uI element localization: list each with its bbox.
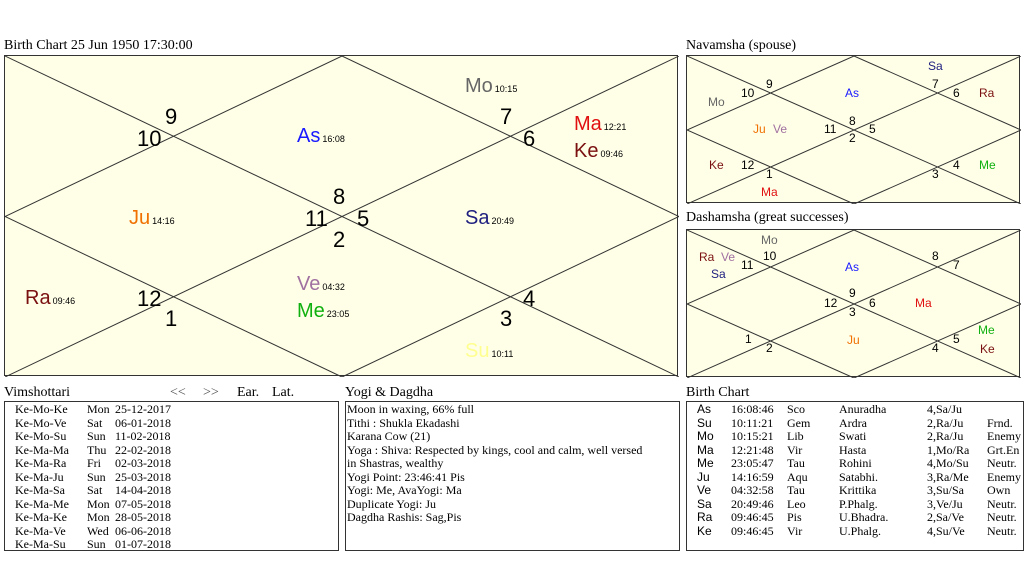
nakshatra: Ardra bbox=[839, 415, 867, 430]
house-number: 2 bbox=[849, 131, 856, 145]
next-button[interactable]: >> bbox=[203, 385, 219, 400]
dasha-date: 02-03-2018 bbox=[115, 456, 171, 470]
planet-abbr: Ve bbox=[697, 483, 712, 497]
planet-ascendant[interactable]: As bbox=[845, 86, 860, 100]
dasha-day: Mon bbox=[87, 510, 110, 524]
degree: 20:49:46 bbox=[731, 496, 774, 511]
yogi-line: Yogi: Me, AvaYogi: Ma bbox=[347, 483, 462, 497]
house-number: 10 bbox=[741, 86, 755, 100]
sign: Sco bbox=[787, 402, 805, 416]
degree: 14:16:59 bbox=[731, 469, 774, 484]
yogi-line: in Shastras, wealthy bbox=[347, 456, 444, 470]
yogi-line: Dagdha Rashis: Sag,Pis bbox=[347, 510, 462, 524]
nakshatra: Swati bbox=[839, 429, 867, 443]
dasha-row[interactable] bbox=[15, 511, 338, 525]
dasha-period: Ke-Ma-Su bbox=[15, 537, 66, 551]
navamsha-lines bbox=[687, 56, 1021, 204]
sign: Aqu bbox=[787, 469, 808, 484]
relationship: Grt.En bbox=[987, 442, 1020, 457]
house-number: 1 bbox=[766, 167, 773, 181]
planet-ketu[interactable]: Ke bbox=[709, 158, 724, 172]
house-number: 2 bbox=[766, 341, 773, 355]
sign: Tau bbox=[787, 456, 805, 470]
degree: 09:46:45 bbox=[731, 523, 774, 538]
dasha-row[interactable] bbox=[15, 538, 338, 552]
planet-moon[interactable]: Mo 10:15 bbox=[465, 75, 518, 97]
dasha-day: Mon bbox=[87, 402, 110, 416]
planet-row[interactable] bbox=[687, 444, 1024, 457]
planet-ascendant[interactable]: As bbox=[845, 260, 860, 274]
dasha-date: 01-07-2018 bbox=[115, 537, 171, 551]
dasha-period: Ke-Ma-Ra bbox=[15, 456, 67, 470]
planet-abbr: As bbox=[697, 402, 712, 416]
dasha-day: Sat bbox=[87, 483, 103, 497]
house-number: 11 bbox=[824, 122, 837, 136]
planet-sun[interactable]: Su 10:11 bbox=[465, 340, 514, 362]
dashamsha-title: Dashamsha (great successes) bbox=[686, 210, 849, 225]
pada-lord: 3,Su/Sa bbox=[927, 483, 965, 497]
house-number: 6 bbox=[953, 86, 960, 100]
nakshatra: P.Phalg. bbox=[839, 496, 878, 511]
dasha-day: Mon bbox=[87, 496, 110, 511]
planet-abbr: Me bbox=[697, 456, 714, 470]
house-number: 9 bbox=[766, 77, 773, 91]
house-number: 9 bbox=[165, 104, 178, 129]
degree: 04:32:58 bbox=[731, 483, 774, 497]
planet-row[interactable] bbox=[687, 498, 1024, 511]
pada-lord: 1,Mo/Ra bbox=[927, 442, 970, 457]
planet-ascendant[interactable]: As 16:08 bbox=[297, 125, 345, 147]
pada-lord: 4,Su/Ve bbox=[927, 523, 965, 538]
planet-mars[interactable]: Ma 12:21 bbox=[574, 113, 627, 135]
dasha-date: 14-04-2018 bbox=[115, 483, 171, 497]
planet-rahu[interactable]: Ra bbox=[979, 86, 995, 100]
dasha-date: 11-02-2018 bbox=[115, 429, 171, 443]
nakshatra: U.Bhadra. bbox=[839, 510, 889, 524]
sign: Vir bbox=[787, 523, 803, 538]
dasha-date: 28-05-2018 bbox=[115, 510, 171, 524]
degree: 16:08:46 bbox=[731, 402, 774, 416]
house-number: 4 bbox=[932, 341, 939, 355]
yogi-line: Tithi : Shukla Ekadashi bbox=[347, 415, 460, 430]
house-number: 10 bbox=[763, 249, 777, 263]
yogi-title: Yogi & Dagdha bbox=[345, 385, 434, 400]
planet-venus[interactable]: Ve bbox=[773, 122, 788, 136]
dasha-row[interactable] bbox=[15, 498, 338, 512]
planet-abbr: Mo bbox=[697, 429, 714, 443]
planet-jupiter[interactable]: Ju bbox=[753, 122, 766, 136]
dasha-day: Sun bbox=[87, 469, 106, 484]
dasha-row[interactable] bbox=[15, 417, 338, 431]
pada-lord: 4,Sa/Ju bbox=[927, 402, 963, 416]
earlier-link[interactable]: Ear. bbox=[237, 385, 260, 400]
house-number: 5 bbox=[357, 206, 370, 231]
planet-abbr: Su bbox=[697, 415, 712, 430]
yogi-line: Moon in waxing, 66% full bbox=[347, 402, 474, 416]
house-number: 8 bbox=[932, 249, 939, 263]
dashamsha-lines bbox=[687, 230, 1021, 378]
dasha-row[interactable] bbox=[15, 430, 338, 444]
planet-abbr: Ra bbox=[697, 510, 713, 524]
planet-rahu[interactable]: Ra bbox=[699, 250, 715, 264]
house-number: 11 bbox=[305, 206, 328, 231]
nakshatra: U.Phalg. bbox=[839, 523, 881, 538]
dasha-period: Ke-Ma-Ve bbox=[15, 523, 66, 538]
planet-saturn[interactable]: Sa bbox=[928, 59, 943, 73]
relationship: Neutr. bbox=[987, 456, 1017, 470]
planet-abbr: Ke bbox=[697, 523, 712, 538]
dasha-period: Ke-Ma-Ju bbox=[15, 469, 64, 484]
dasha-row[interactable] bbox=[15, 403, 338, 417]
house-number: 3 bbox=[849, 305, 856, 319]
house-number: 12 bbox=[137, 286, 162, 311]
planet-jupiter[interactable]: Ju 14:16 bbox=[129, 207, 175, 229]
planet-mars[interactable]: Ma bbox=[761, 185, 778, 199]
relationship: Frnd. bbox=[987, 415, 1013, 430]
sign: Pis bbox=[787, 510, 802, 524]
relationship: Neutr. bbox=[987, 496, 1017, 511]
house-number: 3 bbox=[500, 306, 513, 331]
degree: 10:15:21 bbox=[731, 429, 774, 443]
house-number: 12 bbox=[741, 158, 755, 172]
pada-lord: 3,Ra/Me bbox=[927, 469, 969, 484]
dasha-date: 07-05-2018 bbox=[115, 496, 171, 511]
pada-lord: 2,Ra/Ju bbox=[927, 415, 964, 430]
planet-abbr: Ju bbox=[697, 469, 710, 484]
relationship: Neutr. bbox=[987, 510, 1017, 524]
dasha-day: Thu bbox=[87, 442, 107, 457]
pada-lord: 2,Sa/Ve bbox=[927, 510, 964, 524]
dasha-day: Sat bbox=[87, 415, 103, 430]
dasha-date: 25-03-2018 bbox=[115, 469, 171, 484]
house-number: 4 bbox=[523, 286, 536, 311]
house-number: 2 bbox=[333, 227, 346, 252]
house-number: 7 bbox=[500, 104, 513, 129]
sign: Tau bbox=[787, 483, 805, 497]
house-number: 5 bbox=[869, 122, 876, 136]
planet-saturn[interactable]: Sa bbox=[711, 267, 726, 281]
house-number: 7 bbox=[953, 258, 960, 272]
dasha-row[interactable] bbox=[15, 484, 338, 498]
vimshottari-list[interactable] bbox=[4, 401, 339, 551]
planet-saturn[interactable]: Sa 20:49 bbox=[465, 207, 514, 229]
sign: Gem bbox=[787, 415, 811, 430]
planet-mercury[interactable]: Me 23:05 bbox=[297, 300, 350, 322]
planet-moon[interactable]: Mo bbox=[761, 233, 778, 247]
house-number: 8 bbox=[849, 114, 856, 128]
relationship: Neutr. bbox=[987, 523, 1017, 538]
planet-moon[interactable]: Mo bbox=[708, 95, 725, 109]
nakshatra: Satabhi. bbox=[839, 469, 878, 484]
dasha-period: Ke-Ma-Ke bbox=[15, 510, 67, 524]
planet-row[interactable] bbox=[687, 525, 1024, 538]
nakshatra: Anuradha bbox=[839, 402, 887, 416]
planet-rahu[interactable]: Ra 09:46 bbox=[25, 287, 76, 309]
house-number: 1 bbox=[745, 332, 752, 346]
later-link[interactable]: Lat. bbox=[272, 385, 295, 400]
dasha-day: Sun bbox=[87, 429, 106, 443]
dasha-period: Ke-Ma-Sa bbox=[15, 483, 65, 497]
house-number: 8 bbox=[333, 184, 346, 209]
house-number: 6 bbox=[523, 126, 536, 151]
planet-abbr: Sa bbox=[697, 496, 712, 511]
house-number: 4 bbox=[953, 158, 960, 172]
navamsha-title: Navamsha (spouse) bbox=[686, 38, 797, 53]
house-number: 11 bbox=[741, 258, 754, 272]
planet-row[interactable] bbox=[687, 511, 1024, 524]
degree: 12:21:48 bbox=[731, 442, 774, 457]
planet-row[interactable] bbox=[687, 403, 1024, 416]
planet-mercury[interactable]: Me bbox=[978, 323, 995, 337]
yogi-panel bbox=[345, 401, 680, 551]
dasha-period: Ke-Ma-Me bbox=[15, 496, 69, 511]
birth-table-title: Birth Chart bbox=[686, 385, 750, 400]
dasha-date: 22-02-2018 bbox=[115, 442, 171, 457]
degree: 10:11:21 bbox=[731, 415, 774, 430]
dasha-day: Wed bbox=[87, 523, 109, 538]
planet-venus[interactable]: Ve bbox=[721, 250, 736, 264]
planet-mars[interactable]: Ma bbox=[915, 296, 932, 310]
relationship: Enemy bbox=[987, 429, 1021, 443]
yogi-line: Yogi Point: 23:46:41 Pis bbox=[347, 469, 465, 484]
prev-button[interactable]: << bbox=[170, 385, 186, 400]
sign: Lib bbox=[787, 429, 804, 443]
sign: Vir bbox=[787, 442, 803, 457]
dashamsha-chart[interactable] bbox=[686, 229, 1020, 377]
planet-row[interactable] bbox=[687, 457, 1024, 470]
dasha-period: Ke-Mo-Ke bbox=[15, 402, 68, 416]
planet-ketu[interactable]: Ke bbox=[980, 342, 995, 356]
dasha-date: 06-06-2018 bbox=[115, 523, 171, 538]
nakshatra: Hasta bbox=[839, 442, 867, 457]
planet-row[interactable] bbox=[687, 471, 1024, 484]
house-number: 5 bbox=[953, 332, 960, 346]
house-number: 9 bbox=[849, 286, 856, 300]
dasha-period: Ke-Mo-Ve bbox=[15, 415, 67, 430]
house-number: 10 bbox=[137, 126, 162, 151]
dasha-period: Ke-Ma-Ma bbox=[15, 442, 69, 457]
nakshatra: Krittika bbox=[839, 483, 877, 497]
planet-ketu[interactable]: Ke 09:46 bbox=[574, 140, 623, 162]
degree: 09:46:45 bbox=[731, 510, 774, 524]
dasha-date: 25-12-2017 bbox=[115, 402, 171, 416]
yogi-line: Yoga : Shiva: Respected by kings, cool and calm, well versed bbox=[347, 442, 643, 457]
yogi-line: Karana Cow (21) bbox=[347, 429, 431, 443]
house-number: 6 bbox=[869, 296, 876, 310]
main-birth-chart[interactable] bbox=[4, 55, 678, 376]
dasha-day: Sun bbox=[87, 537, 106, 551]
planet-mercury[interactable]: Me bbox=[979, 158, 996, 172]
relationship: Own bbox=[987, 483, 1011, 497]
navamsha-chart[interactable] bbox=[686, 55, 1020, 203]
dasha-day: Fri bbox=[87, 456, 102, 470]
dasha-row[interactable] bbox=[15, 444, 338, 458]
planet-row[interactable] bbox=[687, 417, 1024, 430]
planet-row[interactable] bbox=[687, 430, 1024, 443]
yogi-line: Duplicate Yogi: Ju bbox=[347, 496, 437, 511]
relationship: Enemy bbox=[987, 469, 1021, 484]
dasha-period: Ke-Mo-Su bbox=[15, 429, 67, 443]
pada-lord: 4,Mo/Su bbox=[927, 456, 969, 470]
main-chart-title: Birth Chart 25 Jun 1950 17:30:00 bbox=[4, 38, 193, 53]
pada-lord: 3,Ve/Ju bbox=[927, 496, 963, 511]
sign: Leo bbox=[787, 496, 806, 511]
house-number: 3 bbox=[932, 167, 939, 181]
birth-table[interactable] bbox=[686, 401, 1024, 551]
vimshottari-title: Vimshottari bbox=[4, 385, 71, 400]
planet-venus[interactable]: Ve 04:32 bbox=[297, 273, 345, 295]
pada-lord: 2,Ra/Ju bbox=[927, 429, 964, 443]
house-number: 12 bbox=[824, 296, 838, 310]
dasha-row[interactable] bbox=[15, 457, 338, 471]
nakshatra: Rohini bbox=[839, 456, 872, 470]
planet-jupiter[interactable]: Ju bbox=[847, 333, 860, 347]
dasha-date: 06-01-2018 bbox=[115, 415, 171, 430]
dasha-row[interactable] bbox=[15, 525, 338, 539]
planet-abbr: Ma bbox=[697, 442, 714, 457]
house-number: 1 bbox=[165, 306, 178, 331]
degree: 23:05:47 bbox=[731, 456, 774, 470]
planet-row[interactable] bbox=[687, 484, 1024, 497]
house-number: 7 bbox=[932, 77, 939, 91]
dasha-row[interactable] bbox=[15, 471, 338, 485]
main-chart-lines bbox=[5, 56, 679, 377]
